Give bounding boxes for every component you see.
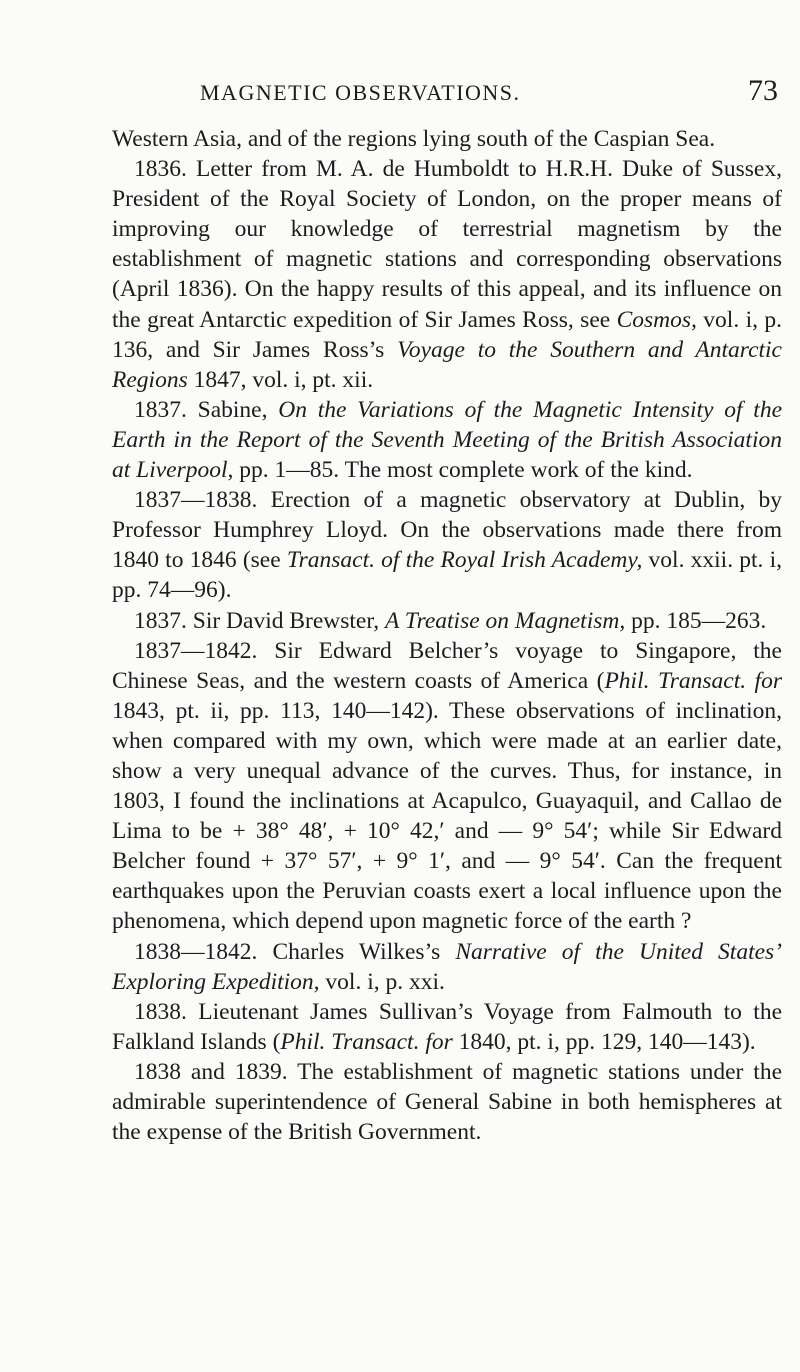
page-body bbox=[112, 124, 782, 1147]
bibliography-entry-1836: 1836. Letter from M. A. de Humboldt to H.R.H. Duke of Sussex, President of the Royal Society of London, on the proper means of improving our knowledge of terrestrial magnetism by the establishment of magnetic stations and corresponding observations (April 1836). On the happy results of this appeal, and its influence on the great Antarctic expedition of Sir James Ross, see Cosmos, vol. i, p. 136, and Sir James Ross’s Voyage to the Southern and Antarctic Regions 1847, vol. i, pt. xii. bbox=[112, 156, 783, 393]
bibliography-entry-1837-sabine: 1837. Sabine, On the Variations of the Magnetic Intensity of the Earth in the Report of the Seventh Meeting of the British Association at Liverpool, pp. 1—85. The most complete work of the kind. bbox=[112, 396, 782, 484]
running-title: MAGNETIC OBSERVATIONS. bbox=[200, 80, 521, 105]
bibliography-entry-1837-1838: 1837—1838. Erection of a magnetic observatory at Dublin, by Professor Humphrey Lloyd. On the observations made there from 1840 to 1846 (see Transact. of the Royal Irish Academy, vol. xxii. pt. i, pp. 74—96). bbox=[112, 487, 782, 604]
bibliography-entry-1838-1842: 1838—1842. Charles Wilkes’s Narrative of the United States’ Exploring Expedition, vol. i, p. xxi. bbox=[112, 938, 782, 995]
bibliography-entry-1838-sullivan: 1838. Lieutenant James Sullivan’s Voyage from Falmouth to the Falkland Islands (Phil. Transact. for 1840, pt. i, pp. 129, 140—143). bbox=[112, 998, 782, 1055]
page-number: 73 bbox=[748, 74, 778, 107]
bibliography-entry-1837-1842: 1837—1842. Sir Edward Belcher’s voyage to Singapore, the Chinese Seas, and the western coasts of America (Phil. Transact. for 1843, pt. ii, pp. 113, 140—142). These observations of inclination, when compared with my own, which were made at an earlier date, show a very unequal advance of the curves. Thus, for instance, in 1803, I found the inclinations at Acapulco, Guayaquil, and Callao de Lima to be + 38° 48′, + 10° 42,′ and — 9° 54′; while Sir Edward Belcher found + 37° 57′, + 9° 1′, and — 9° 54′. Can the frequent earthquakes upon the Peruvian coasts exert a local influence upon the phenomena, which depend upon magnetic force of the earth ? bbox=[112, 637, 782, 935]
paragraph-continuation: Western Asia, and of the regions lying south of the Caspian Sea. bbox=[112, 126, 716, 152]
bibliography-entry-1838-1839: 1838 and 1839. The establishment of magnetic stations under the admirable superintendence of General Sabine in both hemispheres at the expense of the British Government. bbox=[112, 1058, 782, 1146]
running-header bbox=[0, 74, 800, 118]
bibliography-entry-1837-brewster: 1837. Sir David Brewster, A Treatise on Magnetism, pp. 185—263. bbox=[134, 607, 767, 634]
